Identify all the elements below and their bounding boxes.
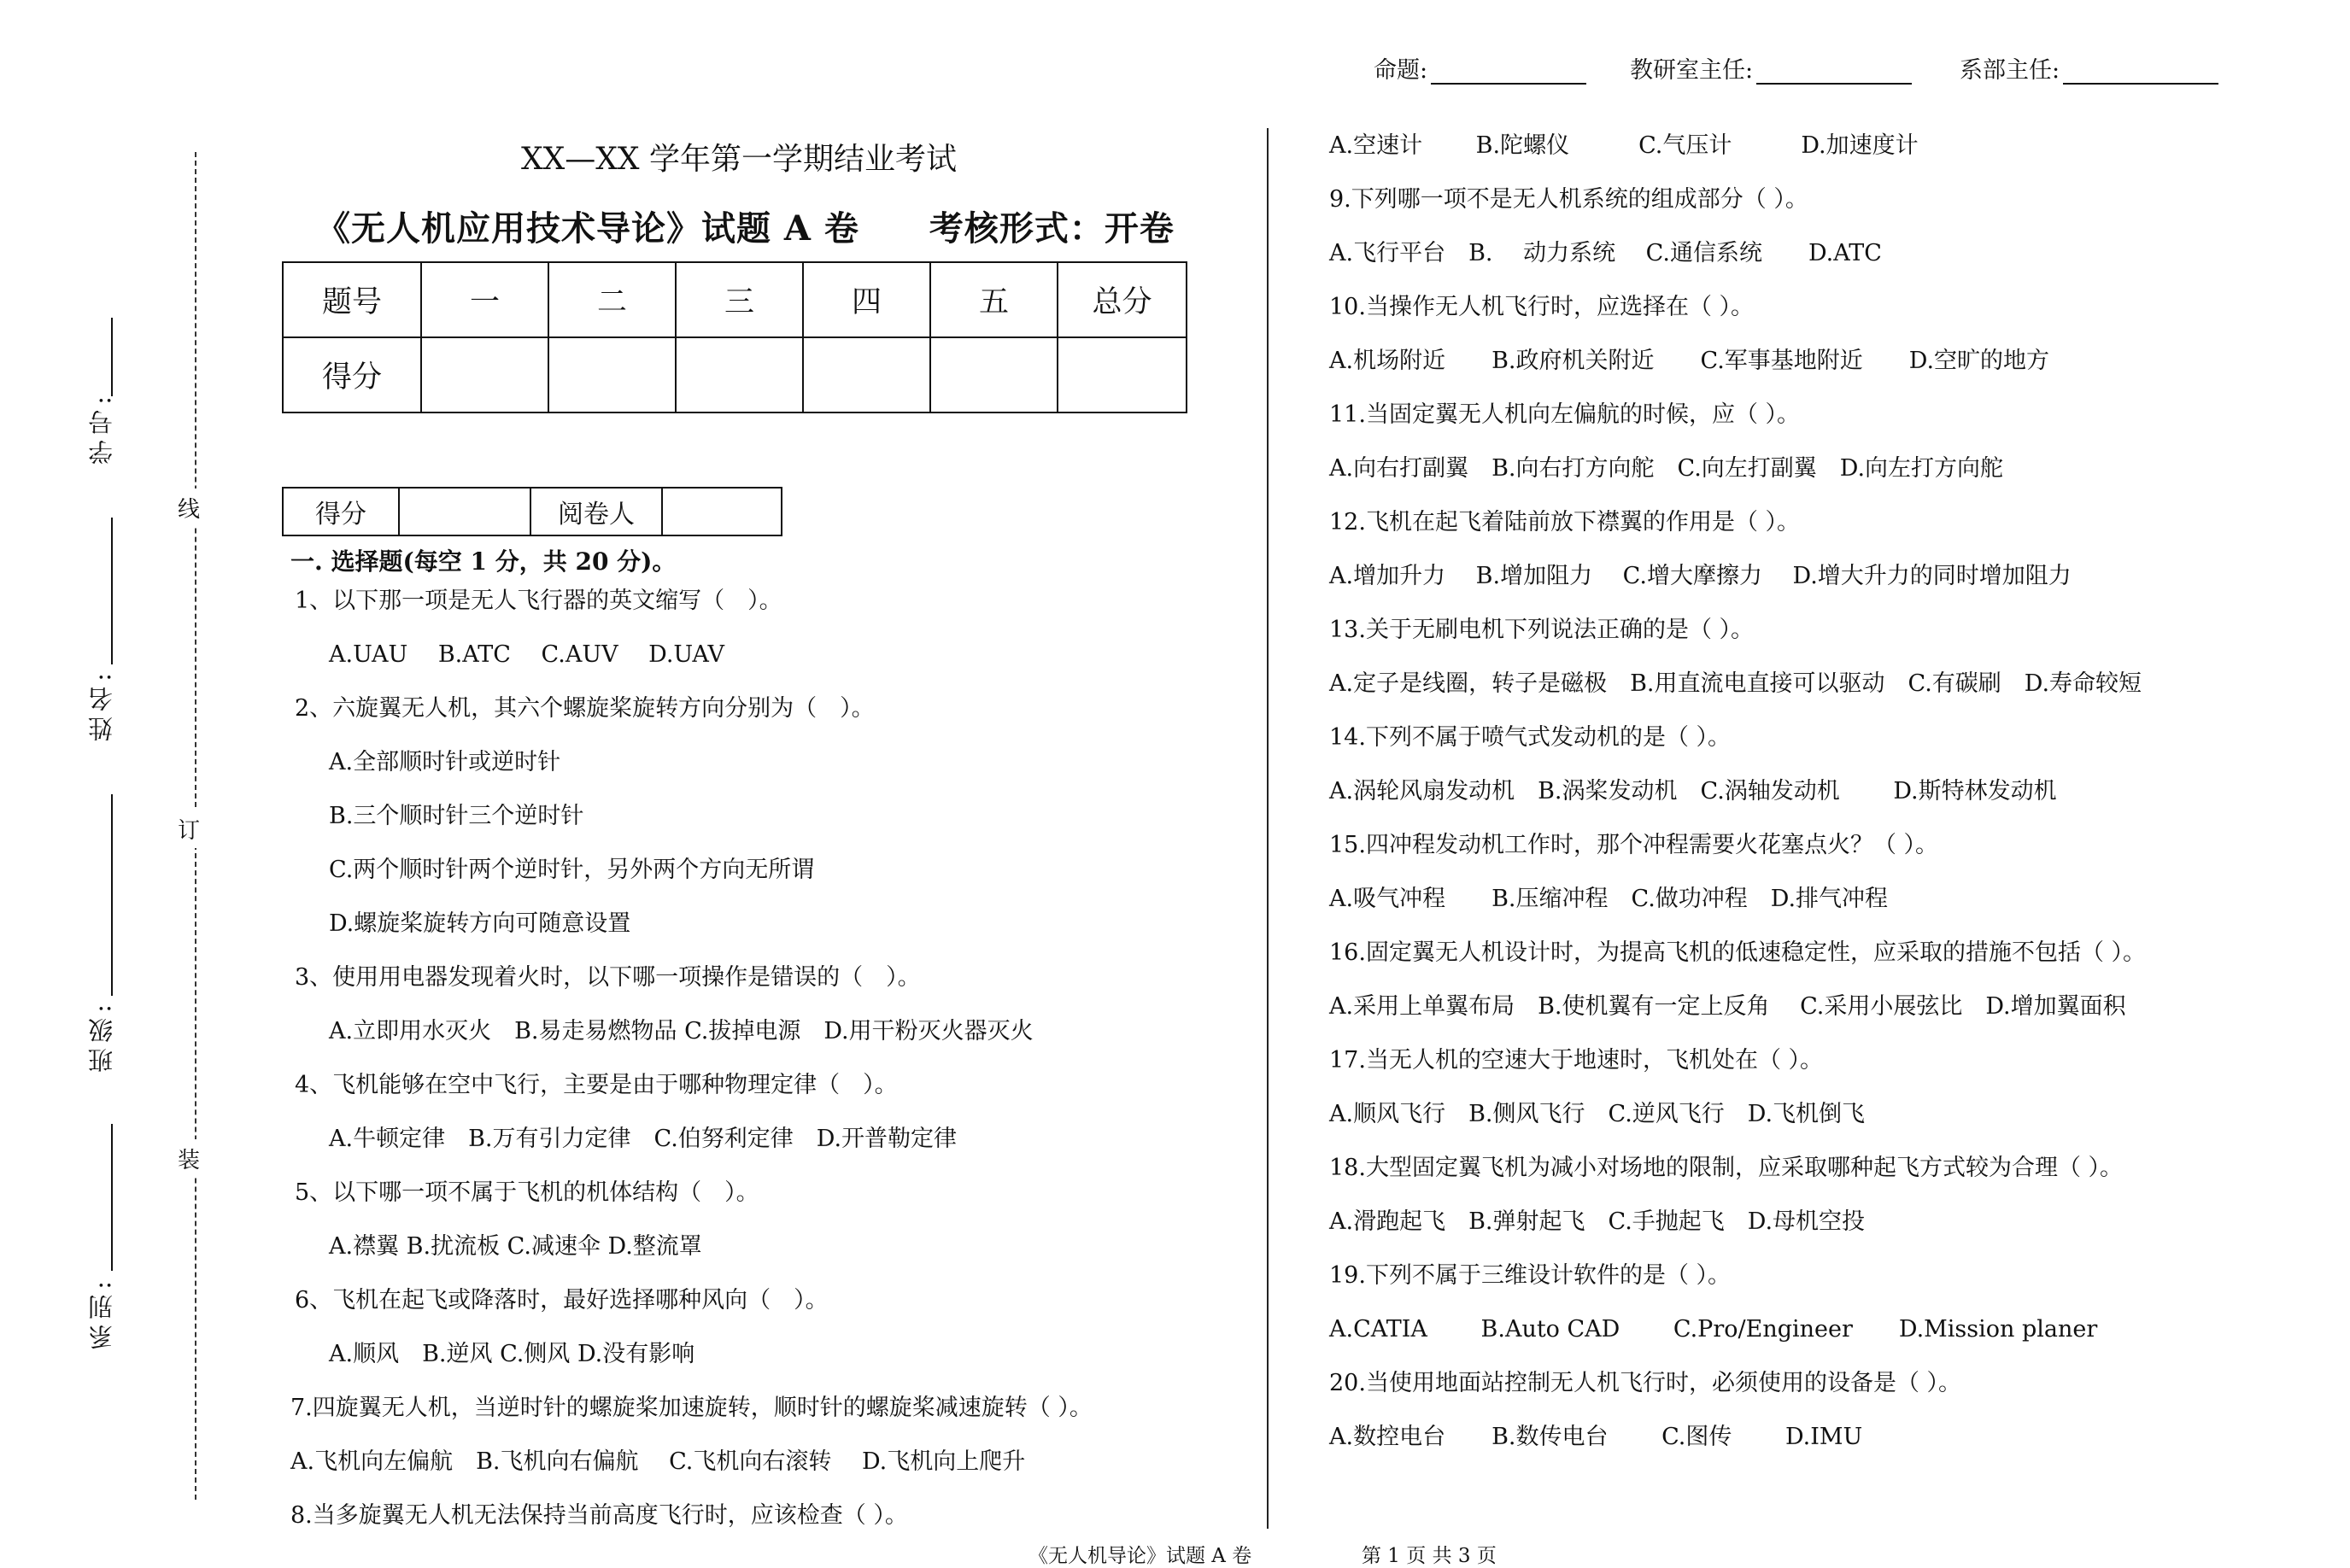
score-row-label: 得分 [283, 337, 421, 412]
class-field [111, 794, 113, 996]
question-line: 5、以下哪一项不属于飞机的机体结构（ ）。 [295, 1179, 759, 1206]
question-line: 20.当使用地面站控制无人机飞行时，必须使用的设备是（ ）。 [1329, 1370, 1962, 1396]
score-cell[interactable] [421, 337, 548, 412]
option-line: A.数控电台 B.数传电台 C.图传 D.IMU [1329, 1424, 1863, 1450]
name-label: 姓名: [87, 668, 116, 741]
binding-mark-ding: 订 [178, 810, 200, 848]
option-line: A.全部顺时针或逆时针 [329, 749, 561, 775]
option-line: A.向右打副翼 B.向右打方向舵 C.向左打副翼 D.向左打方向舵 [1329, 455, 2004, 482]
option-line: A.吸气冲程 B.压缩冲程 C.做功冲程 D.排气冲程 [1329, 886, 1889, 912]
option-line: A.定子是线圈，转子是磁极 B.用直流电直接可以驱动 C.有碳刷 D.寿命较短 [1329, 670, 2142, 697]
question-line: 18.大型固定翼飞机为减小对场地的限制，应采取哪种起飞方式较为合理（ ）。 [1329, 1155, 2124, 1181]
approval-proposer: 命题: [1374, 51, 1586, 85]
column-divider [1267, 128, 1269, 1529]
score-table [282, 261, 1187, 413]
score-header-cell: 三 [676, 262, 803, 337]
option-line: A.涡轮风扇发动机 B.涡桨发动机 C.涡轴发动机 D.斯特林发动机 [1329, 778, 2057, 804]
reviewer-score-label: 得分 [283, 488, 399, 535]
score-header-cell: 一 [421, 262, 548, 337]
question-line: 6、飞机在起飞或降落时，最好选择哪种风向（ ）。 [295, 1287, 829, 1313]
question-line: 11.当固定翼无人机向左偏航的时候，应（ ）。 [1329, 401, 1801, 428]
score-cell[interactable] [803, 337, 930, 412]
score-cell[interactable] [1058, 337, 1187, 412]
question-line: 8.当多旋翼无人机无法保持当前高度飞行时，应该检查（ ）。 [290, 1502, 908, 1529]
option-line: A.增加升力 B.增加阻力 C.增大摩擦力 D.增大升力的同时增加阻力 [1329, 563, 2072, 589]
binding-mark-xian: 线 [178, 489, 200, 527]
exam-title: XX—XX 学年第一学期结业考试 [521, 142, 957, 177]
option-line: A.顺风 B.逆风 C.侧风 D.没有影响 [329, 1341, 695, 1367]
option-line: A.滑跑起飞 B.弹射起飞 C.手抛起飞 D.母机空投 [1329, 1208, 1866, 1235]
score-header-cell: 总分 [1058, 262, 1187, 337]
question-line: 2、六旋翼无人机，其六个螺旋桨旋转方向分别为（ ）。 [295, 695, 875, 722]
department-label: 系别: [87, 1276, 116, 1349]
option-line: A.立即用水灭火 B.易走易燃物品 C.拔掉电源 D.用干粉灭火器灭火 [329, 1018, 1034, 1044]
reviewer-label: 阅卷人 [530, 488, 662, 535]
score-cell[interactable] [930, 337, 1058, 412]
question-line: 4、飞机能够在空中飞行，主要是由于哪种物理定律（ ）。 [295, 1072, 898, 1098]
option-line: A.UAU B.ATC C.AUV D.UAV [329, 641, 724, 668]
option-line: A.飞机向左偏航 B.飞机向右偏航 C.飞机向右滚转 D.飞机向上爬升 [290, 1448, 1026, 1475]
score-header-cell: 二 [548, 262, 676, 337]
option-line: A.机场附近 B.政府机关附近 C.军事基地附近 D.空旷的地方 [1329, 348, 2050, 374]
approval-proposer-blank [1431, 62, 1586, 85]
option-line: A.顺风飞行 B.侧风飞行 C.逆风飞行 D.飞机倒飞 [1329, 1101, 1866, 1127]
option-line: C.两个顺时针两个逆时针，另外两个方向无所谓 [329, 857, 815, 883]
option-line: A.CATIA B.Auto CAD C.Pro/Engineer D.Mission planer [1329, 1316, 2098, 1343]
class-label: 班级: [87, 999, 116, 1073]
option-line: A.采用上单翼布局 B.使机翼有一定上反角 C.采用小展弦比 D.增加翼面积 [1329, 993, 2126, 1020]
score-cell[interactable] [676, 337, 803, 412]
footer-page-number: 第 1 页 共 3 页 [1362, 1545, 1497, 1567]
question-line: 1、以下那一项是无人飞行器的英文缩写（ ）。 [295, 588, 782, 614]
question-line: 16.固定翼无人机设计时，为提高飞机的低速稳定性，应采取的措施不包括（ ）。 [1329, 939, 2147, 966]
reviewer-score-cell[interactable] [399, 488, 530, 535]
question-line: 13.关于无刷电机下列说法正确的是（ ）。 [1329, 617, 1755, 643]
approval-office-head: 教研室主任: [1630, 51, 1912, 85]
question-line: 17.当无人机的空速大于地速时，飞机处在（ ）。 [1329, 1047, 1824, 1074]
score-cell[interactable] [548, 337, 676, 412]
question-line: 10.当操作无人机飞行时，应选择在（ ）。 [1329, 294, 1755, 320]
option-line: A.空速计 B.陀螺仪 C.气压计 D.加速度计 [1329, 132, 1919, 159]
reviewer-table [282, 487, 782, 536]
option-line: A.牛顿定律 B.万有引力定律 C.伯努利定律 D.开普勒定律 [329, 1126, 958, 1152]
score-header-cell: 五 [930, 262, 1058, 337]
question-line: 15.四冲程发动机工作时，那个冲程需要火花塞点火？（ ）。 [1329, 832, 1939, 858]
name-field [111, 518, 113, 664]
section-heading: 一. 选择题(每空 1 分，共 20 分)。 [290, 547, 677, 576]
question-line: 14.下列不属于喷气式发动机的是（ ）。 [1329, 724, 1732, 751]
footer-exam-name: 《无人机导论》试题 A 卷 [1028, 1545, 1252, 1567]
score-header-cell: 题号 [283, 262, 421, 337]
question-line: 19.下列不属于三维设计软件的是（ ）。 [1329, 1262, 1732, 1289]
question-line: 9.下列哪一项不是无人机系统的组成部分（ ）。 [1329, 186, 1808, 213]
question-line: 12.飞机在起飞着陆前放下襟翼的作用是（ ）。 [1329, 509, 1801, 535]
option-line: B.三个顺时针三个逆时针 [329, 803, 584, 829]
student-id-label: 学号: [87, 391, 116, 465]
score-header-cell: 四 [803, 262, 930, 337]
option-line: D.螺旋桨旋转方向可随意设置 [329, 910, 631, 937]
student-id-field [111, 318, 113, 396]
binding-mark-zhuang: 装 [178, 1139, 200, 1178]
reviewer-name-cell[interactable] [662, 488, 782, 535]
approval-dept-head-blank [2063, 62, 2218, 85]
question-line: 3、使用用电器发现着火时，以下哪一项操作是错误的（ ）。 [295, 964, 921, 991]
approval-office-head-blank [1756, 62, 1912, 85]
approval-dept-head: 系部主任: [1960, 51, 2218, 85]
option-line: A.襟翼 B.扰流板 C.减速伞 D.整流罩 [329, 1233, 702, 1260]
question-line: 7.四旋翼无人机，当逆时针的螺旋桨加速旋转，顺时针的螺旋桨减速旋转（ ）。 [290, 1395, 1093, 1421]
option-line: A.飞行平台 B. 动力系统 C.通信系统 D.ATC [1329, 240, 1882, 266]
exam-subtitle: 《无人机应用技术导论》试题 A 卷 考核形式：开卷 [316, 208, 1175, 249]
department-field [111, 1124, 113, 1271]
